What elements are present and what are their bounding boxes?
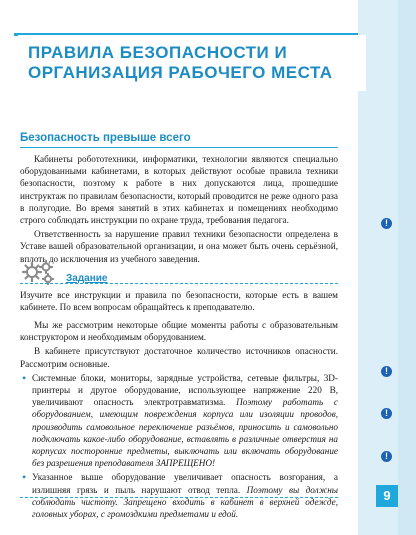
alert-icon: ! — [381, 366, 392, 377]
task-label: Задание — [66, 272, 108, 284]
paragraph: Мы же рассмотрим некоторые общие моменты работы с образовательным конструктором и необходимым оборудованием. — [20, 320, 338, 343]
footer-divider — [20, 497, 338, 498]
task-paragraph: Изучите все инструкции и правила по безопасности, которые есть в вашем кабинете. По всем вопросам обращайтесь к преподавателю. — [20, 290, 338, 313]
paragraph: В кабинете присутствуют достаточное количество источников опасности. Рассмотрим основные. — [20, 346, 338, 369]
sidebar-accent-strip — [398, 0, 416, 535]
alert-icon: ! — [381, 451, 392, 462]
intro-text — [20, 153, 338, 267]
section-heading: Безопасность превыше всего — [20, 132, 338, 148]
alert-icon: ! — [381, 218, 392, 229]
list-item — [20, 372, 338, 470]
list-item — [20, 471, 338, 520]
title-block — [18, 35, 366, 91]
paragraph: Кабинеты робототехники, информатики, технологии являются специально оборудованными кабинетами, в которых действуют особые правила техники безопасности, поэтому к работе в них допускаются лица, прошедшие инструктаж по правилам безопасности, который проводится не реже одного раза в полугодие. Во время занятий в этих кабинетах и помещениях необходимо строго соблюдать инструкции по охране труда, требования педагога. — [20, 154, 338, 226]
task-text — [20, 289, 338, 315]
page-title: ПРАВИЛА БЕЗОПАСНОСТИ И ОРГАНИЗАЦИЯ РАБОЧЕГО МЕСТА — [28, 43, 333, 82]
page-number: 9 — [376, 485, 398, 507]
bullet-italic-text: Поэтому работать с оборудованием, имеющим повреждения корпуса или изоляции проводов, производить самовольное переключение разъёмов, приносить и самовольно подключать какое-либо оборудование, вставлять в различные отверстия на корпусах посторонние предметы, выключать или включать оборудование без разрешения преподавателя ЗАПРЕЩЕНО! — [32, 397, 338, 469]
bullet-text: Указанное выше оборудование увеличивает опасность возгорания, а излишняя грязь и пыль нарушают отвод тепла. — [32, 472, 338, 495]
task-divider — [20, 283, 338, 284]
alert-icon: ! — [381, 408, 392, 419]
paragraph: Ответственность за нарушение правил техники безопасности определена в Уставе вашей образовательной организации, и она может быть очень серьёзной, вплоть до исключения из учебного заведения. — [20, 229, 338, 264]
bullet-text: Системные блоки, мониторы, зарядные устройства, сетевые фильтры, 3D-принтеры и другое оборудование, использующее напряжение 220 В, увеличивают опасность электротравматизма. — [32, 372, 338, 408]
bullet-italic-text: Поэтому вы должны соблюдать чистоту. Запрещено входить в кабинет в верхней одежде, головных уборах, с громоздкими предметами и едой. — [32, 484, 338, 520]
body-text — [20, 319, 338, 522]
